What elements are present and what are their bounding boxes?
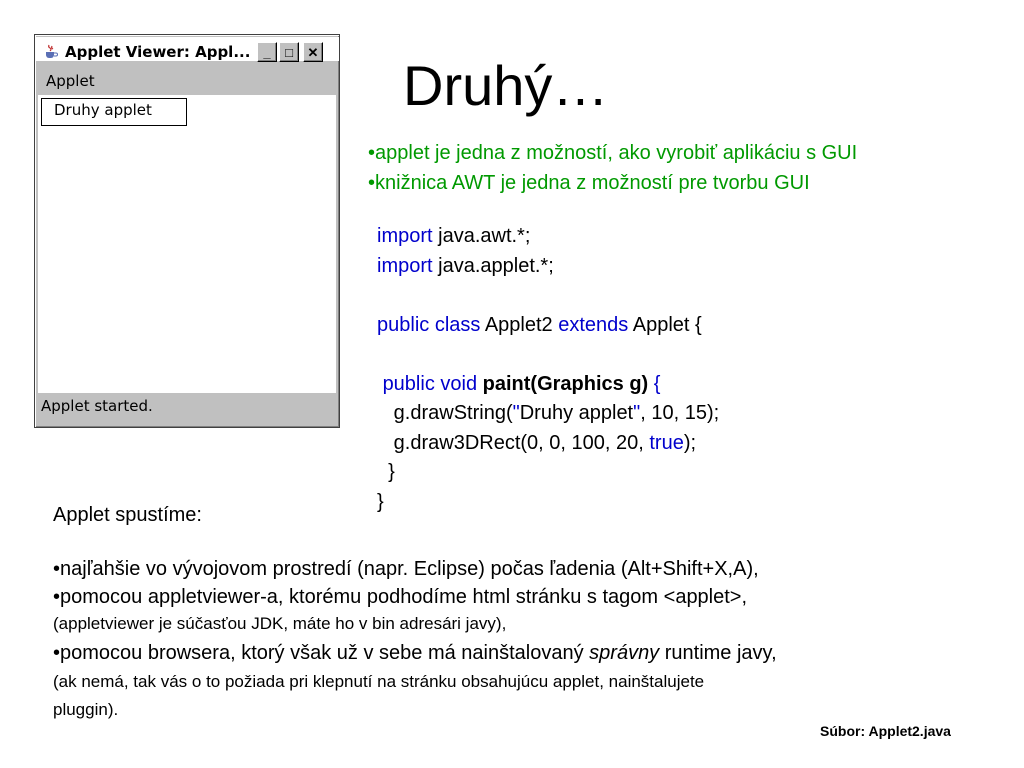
code-text: Applet2 — [480, 313, 559, 336]
code-line: } — [377, 490, 384, 513]
code-text: , 10, 15); — [640, 402, 720, 424]
code-line — [377, 311, 719, 341]
code-text: ); — [683, 431, 697, 454]
body-text-span: runtime javy, — [659, 642, 777, 664]
body-text — [53, 504, 1003, 720]
drawn-string: Druhy applet — [54, 101, 152, 119]
applet-canvas — [38, 95, 336, 393]
code-line — [377, 252, 719, 282]
brace: { — [648, 372, 661, 395]
code-text: g.drawString( — [377, 402, 513, 424]
keyword: true — [649, 431, 684, 454]
code-listing — [377, 222, 719, 517]
quote: " — [633, 402, 641, 424]
body-bullet: •pomocou appletviewer-a, ktorému podhodíme html stránku s tagom <applet>, — [53, 586, 748, 608]
window-title: Applet Viewer: Appl... — [65, 43, 251, 61]
body-note: (appletviewer je súčasťou JDK, máte ho v bin adresári javy), — [53, 614, 507, 633]
bullet-item: •applet je jedna z možností, ako vyrobiť aplikáciu s GUI — [368, 142, 858, 164]
code-line — [377, 370, 719, 400]
menu-applet[interactable]: Applet — [46, 72, 95, 90]
close-button[interactable]: ✕ — [303, 42, 323, 62]
body-text-span: •pomocou browsera, ktorý však už v sebe má nainštalovaný — [53, 642, 590, 664]
minimize-button[interactable]: _ — [257, 42, 277, 62]
keyword: extends — [558, 313, 629, 336]
applet-viewer-window — [34, 34, 340, 428]
code-line-blank — [377, 281, 719, 311]
body-note: pluggin). — [53, 700, 119, 719]
code-text: java.awt.*; — [432, 225, 531, 247]
body-heading: Applet spustíme: — [53, 504, 202, 526]
code-line — [377, 429, 719, 459]
code-text: Druhy applet — [519, 402, 634, 424]
code-text: java.applet.*; — [432, 254, 554, 277]
body-bullet — [53, 642, 1003, 672]
code-text: g.draw3DRect(0, 0, 100, 20, — [377, 431, 650, 454]
file-caption: Súbor: Applet2.java — [820, 723, 951, 739]
emphasis: správny — [589, 642, 660, 664]
body-bullet: •najľahšie vo vývojovom prostredí (napr. Eclipse) počas ľadenia (Alt+Shift+X,A), — [53, 558, 759, 580]
body-note: (ak nemá, tak vás o to požiada pri klepnutí na stránku obsahujúcu applet, nainštalujete — [53, 672, 705, 691]
code-line — [377, 222, 719, 252]
bullet-item: •knižnica AWT je jedna z možností pre tvorbu GUI — [368, 172, 810, 194]
code-line — [377, 399, 719, 429]
green-bullet-list — [368, 138, 857, 198]
keyword: import — [377, 254, 433, 277]
maximize-button[interactable]: □ — [279, 42, 299, 62]
menu-bar — [38, 68, 336, 94]
code-text: Applet { — [628, 313, 702, 336]
keyword: public class — [377, 313, 481, 336]
title-bar[interactable] — [35, 37, 339, 61]
quote: " — [512, 402, 520, 424]
status-bar: Applet started. — [41, 397, 153, 415]
slide-title: Druhý… — [403, 54, 609, 117]
code-line: } — [377, 461, 395, 483]
java-cup-icon — [43, 43, 59, 59]
method-signature: paint(Graphics g) — [482, 372, 649, 395]
code-line-blank — [377, 340, 719, 370]
keyword: import — [377, 225, 433, 247]
keyword: public void — [382, 372, 478, 395]
